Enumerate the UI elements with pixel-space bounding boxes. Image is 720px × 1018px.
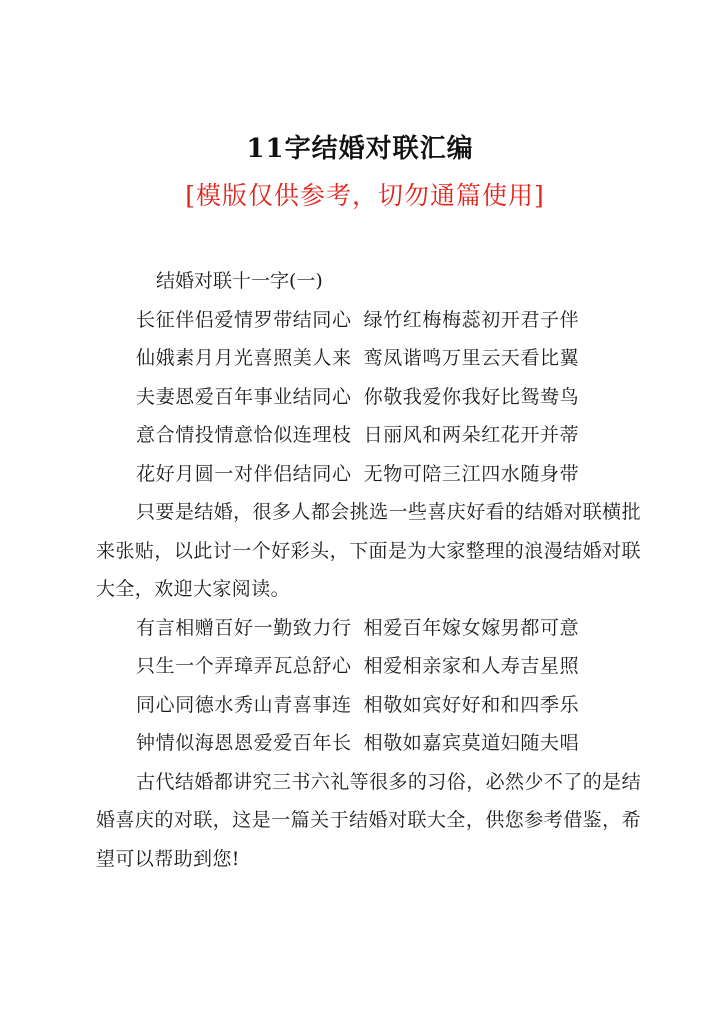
couplet-second: 你敬我爱你我好比鸳鸯鸟	[363, 385, 580, 408]
page-title: 11字结婚对联汇编	[246, 134, 474, 164]
couplet-first: 仙娥素月月光喜照美人来	[136, 347, 352, 369]
couplet-line	[96, 686, 641, 725]
couplet-line	[96, 455, 641, 494]
couplet-line	[96, 378, 641, 417]
template-disclaimer: [模版仅供参考，切勿通篇使用]	[185, 181, 545, 210]
section-heading: 结婚对联十一字(一)	[156, 270, 323, 292]
couplet-first: 只生一个弄璋弄瓦总舒心	[136, 655, 352, 677]
couplet-line	[96, 339, 641, 378]
couplet-first: 同心同德水秀山青喜事连	[136, 693, 352, 716]
document-body	[96, 262, 641, 878]
couplet-second: 相敬如嘉宾莫道妇随夫唱	[363, 732, 580, 754]
couplet-line	[96, 609, 641, 648]
couplet-second: 无物可陪三江四水随身带	[363, 462, 580, 485]
closing-paragraph: 古代结婚都讲究三书六礼等很多的习俗，必然少不了的是结婚喜庆的对联，这是一篇关于结婚对联大全，供您参考借鉴，希望可以帮助到您!	[96, 770, 641, 870]
couplet-second: 绿竹红梅梅蕊初开君子伴	[363, 308, 580, 331]
couplet-line	[96, 647, 641, 686]
couplet-first: 长征伴侣爱情罗带结同心	[136, 308, 352, 331]
couplet-line	[96, 724, 641, 763]
couplet-line	[96, 416, 641, 455]
couplet-second: 相爱相亲家和人寿吉星照	[363, 655, 580, 677]
couplet-second: 相爱百年嫁女嫁男都可意	[363, 616, 580, 639]
couplet-first: 夫妻恩爱百年事业结同心	[136, 385, 352, 408]
couplet-first: 钟情似海恩恩爱爱百年长	[136, 732, 352, 754]
couplet-second: 日丽风和两朵红花开并蒂	[363, 424, 580, 446]
couplet-first: 有言相赠百好一勤致力行	[136, 616, 352, 639]
couplet-first: 意合情投情意恰似连理枝	[136, 424, 352, 446]
intro-paragraph: 只要是结婚，很多人都会挑选一些喜庆好看的结婚对联横批来张贴，以此讨一个好彩头，下面是为大家整理的浪漫结婚对联大全，欢迎大家阅读。	[96, 501, 641, 600]
couplet-line	[96, 301, 641, 340]
couplet-second: 鸾凤谐鸣万里云天看比翼	[363, 347, 580, 369]
couplet-second: 相敬如宾好好和和四季乐	[363, 693, 580, 716]
couplet-first: 花好月圆一对伴侣结同心	[136, 462, 352, 485]
